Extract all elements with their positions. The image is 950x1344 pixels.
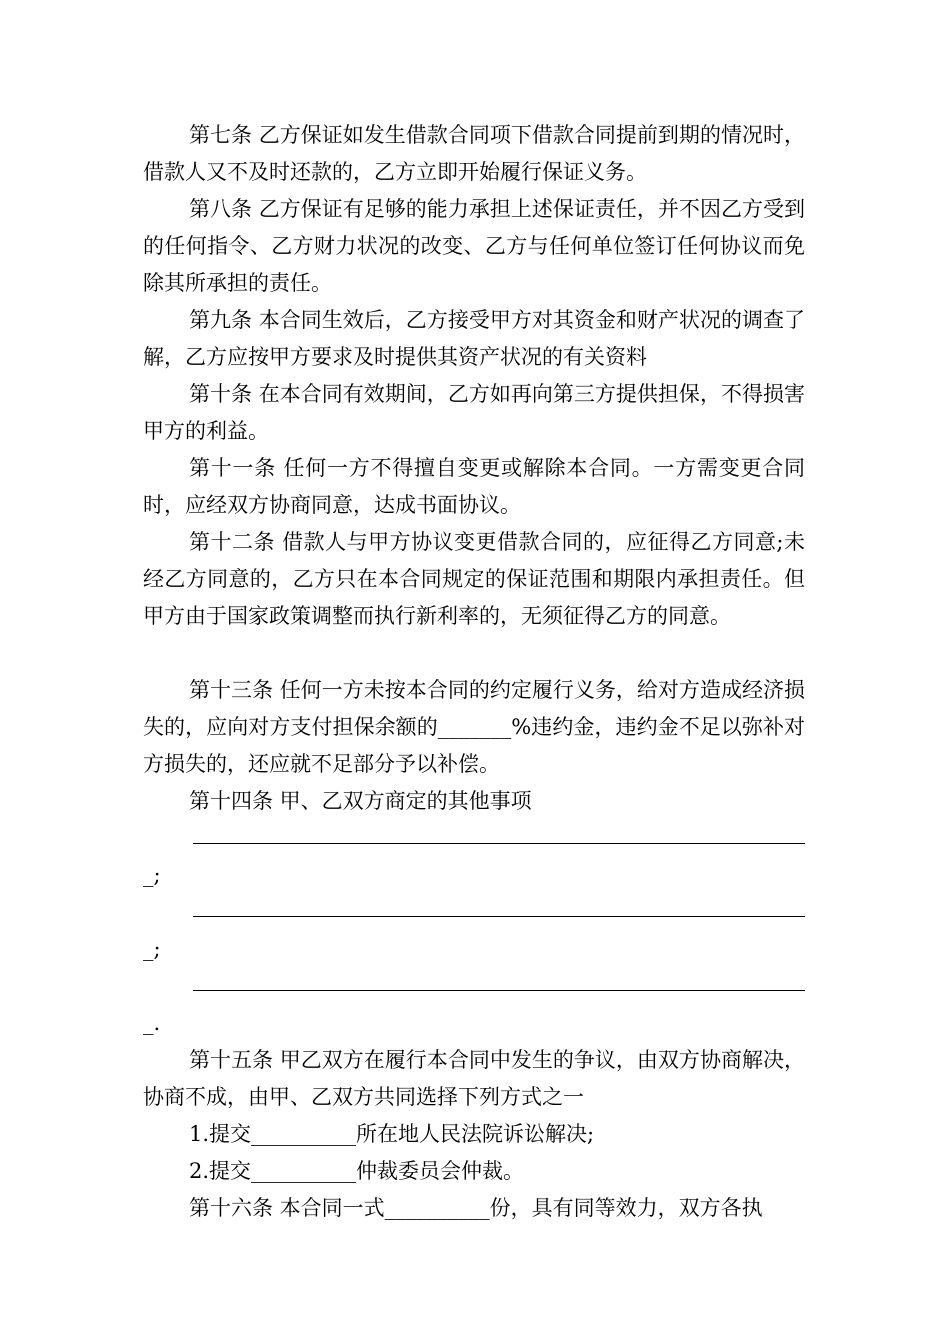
- article-7: 第七条 乙方保证如发生借款合同项下借款合同提前到期的情况时，借款人又不及时还款的，乙方立即开始履行保证义务。: [143, 123, 805, 184]
- article-15-option-2: 2.提交__________仲裁委员会仲裁。: [189, 1159, 525, 1183]
- article-10: 第十条 在本合同有效期间，乙方如再向第三方提供担保，不得损害甲方的利益。: [143, 382, 805, 443]
- article-15: 第十五条 甲乙双方在履行本合同中发生的争议，由双方协商解决，协商不成，由甲、乙双方共同选择下列方式之一: [143, 1048, 805, 1109]
- fill-in-line-1: [193, 843, 805, 844]
- article-11: 第十一条 任何一方不得擅自变更或解除本合同。一方需变更合同时，应经双方协商同意，达成书面协议。: [143, 456, 805, 517]
- fill-in-line-2-tail: _;: [143, 937, 161, 961]
- fill-in-line-2: [193, 916, 805, 917]
- article-9: 第九条 本合同生效后，乙方接受甲方对其资金和财产状况的调查了解，乙方应按甲方要求及时提供其资产状况的有关资料: [143, 308, 805, 369]
- fill-in-line-3-tail: _.: [143, 1011, 161, 1035]
- article-13: 第十三条 任何一方未按本合同的约定履行义务，给对方造成经济损失的，应向对方支付担保余额的_______%违约金，违约金不足以弥补对方损失的，还应就不足部分予以补偿。: [143, 678, 805, 776]
- fill-in-line-1-tail: _;: [143, 863, 161, 887]
- fill-in-line-3: [193, 990, 805, 991]
- article-16: 第十六条 本合同一式__________份，具有同等效力，双方各执: [189, 1196, 763, 1220]
- article-15-option-1: 1.提交__________所在地人民法院诉讼解决;: [189, 1122, 595, 1146]
- article-8: 第八条 乙方保证有足够的能力承担上述保证责任，并不因乙方受到的任何指令、乙方财力状况的改变、乙方与任何单位签订任何协议而免除其所承担的责任。: [143, 197, 805, 295]
- article-14: 第十四条 甲、乙双方商定的其他事项: [189, 789, 532, 813]
- article-12: 第十二条 借款人与甲方协议变更借款合同的，应征得乙方同意;未经乙方同意的，乙方只在本合同规定的保证范围和期限内承担责任。但甲方由于国家政策调整而执行新利率的，无须征得乙方的同意。: [143, 530, 805, 628]
